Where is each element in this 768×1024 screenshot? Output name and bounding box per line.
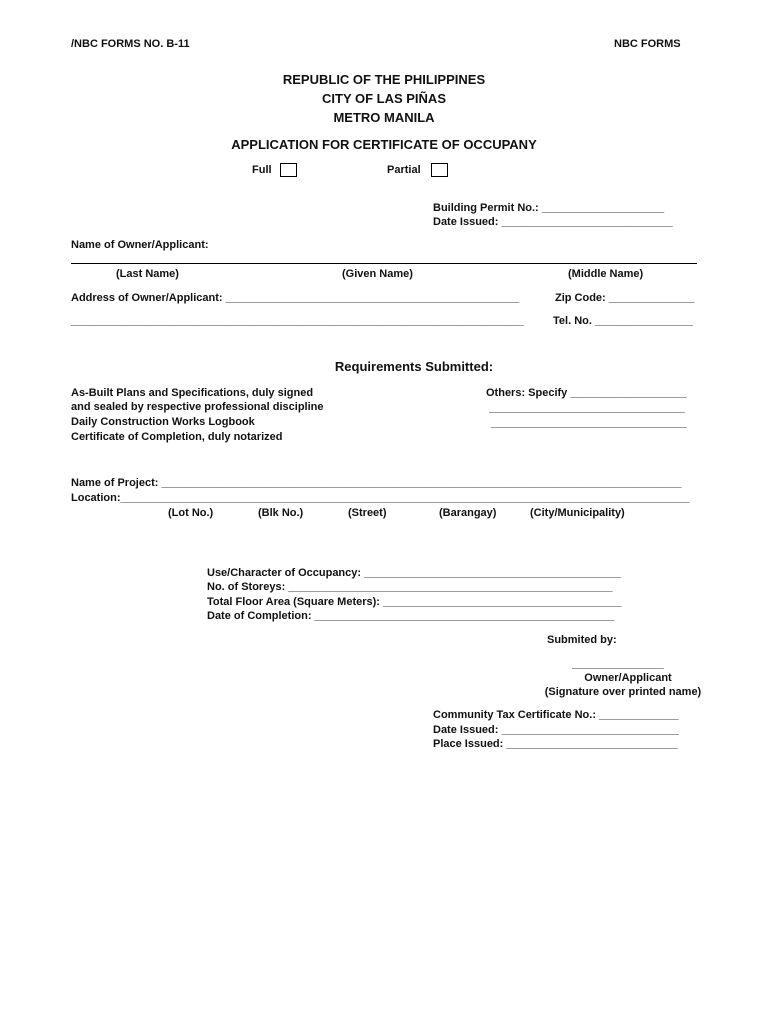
use-occupancy-field[interactable]: Use/Character of Occupancy: __________________________________________ [207, 567, 622, 579]
address-field[interactable]: Address of Owner/Applicant: ________________________________________________ [71, 292, 520, 304]
address-line-2[interactable]: __________________________________________________________________________ [71, 315, 524, 327]
street-caption: (Street) [348, 507, 387, 519]
zip-code-field[interactable]: Zip Code: ______________ [555, 292, 695, 304]
requirement-as-built-plans: As-Built Plans and Specifications, duly signed [71, 387, 314, 399]
full-checkbox[interactable] [280, 163, 297, 177]
tel-no-field[interactable]: Tel. No. ________________ [553, 315, 693, 327]
requirement-logbook: Daily Construction Works Logbook [71, 416, 255, 428]
date-completion-field[interactable]: Date of Completion: _________________________________________________ [207, 610, 615, 622]
ctc-place-issued-field[interactable]: Place Issued: ____________________________ [433, 738, 678, 750]
republic-heading: REPUBLIC OF THE PHILIPPINES [282, 72, 486, 87]
form-series: NBC FORMS [614, 38, 681, 50]
location-field[interactable]: Location:_____________________________________________________________________________________________ [71, 492, 690, 504]
project-name-field[interactable]: Name of Project: _____________________________________________________________________________________ [71, 477, 682, 489]
owner-name-line[interactable] [71, 263, 697, 264]
owner-name-label: Name of Owner/Applicant: [71, 239, 209, 251]
ctc-no-field[interactable]: Community Tax Certificate No.: _____________ [433, 709, 679, 721]
permit-date-issued-field[interactable]: Date Issued: ____________________________ [433, 216, 673, 228]
requirement-certificate-completion: Certificate of Completion, duly notarized [71, 431, 283, 443]
barangay-caption: (Barangay) [439, 507, 497, 519]
storeys-field[interactable]: No. of Storeys: _____________________________________________________ [207, 581, 613, 593]
partial-label: Partial [387, 164, 421, 176]
owner-applicant-caption: Owner/Applicant [584, 672, 672, 684]
lot-no-caption: (Lot No.) [168, 507, 214, 519]
building-permit-field[interactable]: Building Permit No.: ____________________ [433, 202, 665, 214]
floor-area-field[interactable]: Total Floor Area (Square Meters): _______________________________________ [207, 596, 622, 608]
submitted-by-label: Submited by: [547, 634, 617, 646]
city-heading: CITY OF LAS PIÑAS [322, 91, 446, 106]
others-line-1[interactable]: ________________________________ [489, 402, 685, 414]
form-title: APPLICATION FOR CERTIFICATE OF OCCUPANY [231, 137, 537, 152]
form-number: /NBC FORMS NO. B-11 [71, 38, 190, 50]
blk-no-caption: (Blk No.) [258, 507, 304, 519]
city-caption: (City/Municipality) [530, 507, 625, 519]
others-line-2[interactable]: ________________________________ [491, 417, 687, 429]
others-specify-field[interactable]: Others: Specify ___________________ [486, 387, 687, 399]
requirements-heading: Requirements Submitted: [334, 359, 494, 374]
region-heading: METRO MANILA [333, 110, 435, 125]
ctc-date-issued-field[interactable]: Date Issued: _____________________________ [433, 724, 679, 736]
partial-checkbox[interactable] [431, 163, 448, 177]
signature-note: (Signature over printed name) [544, 686, 702, 698]
given-name-caption: (Given Name) [342, 268, 413, 280]
signature-line[interactable]: _______________ [572, 658, 664, 670]
requirement-as-built-plans-cont: and sealed by respective professional discipline [71, 401, 324, 413]
full-label: Full [252, 164, 272, 176]
last-name-caption: (Last Name) [116, 268, 179, 280]
middle-name-caption: (Middle Name) [568, 268, 644, 280]
